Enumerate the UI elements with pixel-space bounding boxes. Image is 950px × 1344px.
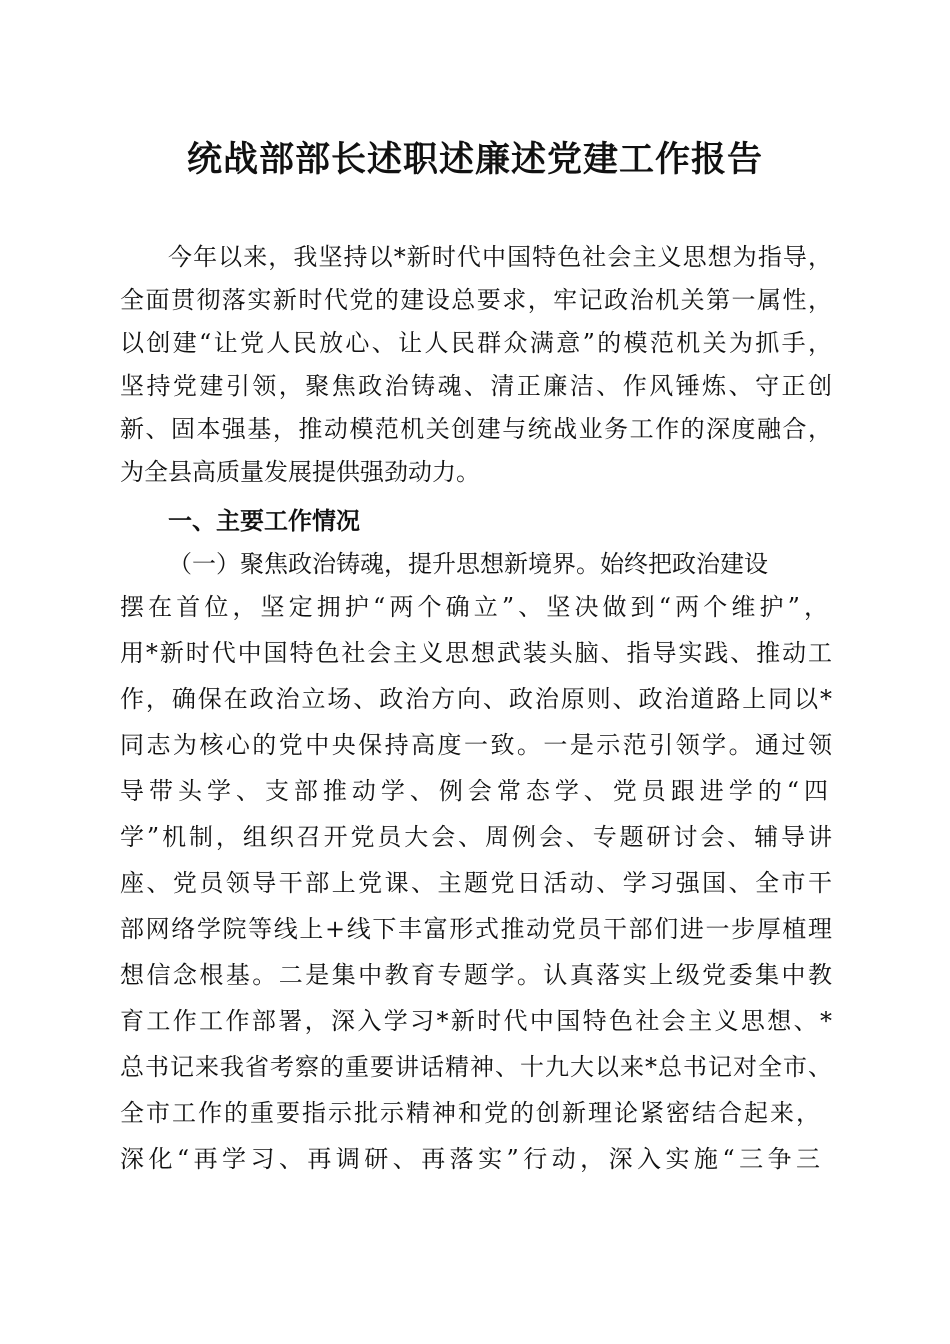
intro-line: 以创建“让党人民放心、让人民群众满意”的模范机关为抓手， (120, 329, 832, 357)
body-line: 学”机制，组织召开党员大会、周例会、专题研讨会、辅导讲 (120, 823, 832, 851)
body-line: 摆在首位，坚定拥护“两个确立”、坚决做到“两个维护”， (120, 593, 828, 621)
body-line: 作，确保在政治立场、政治方向、政治原则、政治道路上同以* (120, 685, 832, 713)
body-line: 全市工作的重要指示批示精神和党的创新理论紧密结合起来， (120, 1099, 820, 1127)
intro-line: 全面贯彻落实新时代党的建设总要求，牢记政治机关第一属性， (120, 286, 832, 314)
body-line: 想信念根基。二是集中教育专题学。认真落实上级党委集中教 (120, 961, 832, 989)
body-line: 深化“再学习、再调研、再落实”行动，深入实施“三争三 (120, 1145, 820, 1173)
body-line: 导带头学、支部推动学、例会常态学、党员跟进学的“四 (120, 777, 828, 805)
intro-line: 为全县高质量发展提供强劲动力。 (120, 458, 480, 486)
intro-line: 今年以来，我坚持以*新时代中国特色社会主义思想为指导， (168, 243, 832, 271)
body-line: 总书记来我省考察的重要讲话精神、十九大以来*总书记对全市、 (120, 1053, 832, 1081)
intro-line: 新、固本强基，推动模范机关创建与统战业务工作的深度融合， (120, 415, 832, 443)
body-line: 部网络学院等线上+线下丰富形式推动党员干部们进一步厚植理 (120, 915, 832, 943)
body-line: 座、党员领导干部上党课、主题党日活动、学习强国、全市干 (120, 869, 832, 897)
document-title: 统战部部长述职述廉述党建工作报告 (186, 139, 763, 180)
intro-line: 坚持党建引领，聚焦政治铸魂、清正廉洁、作风锤炼、守正创 (120, 372, 832, 400)
section-heading: 一、主要工作情况 (168, 507, 360, 535)
body-line: （一）聚焦政治铸魂，提升思想新境界。始终把政治建设 (168, 550, 768, 578)
body-line: 育工作工作部署，深入学习*新时代中国特色社会主义思想、* (120, 1007, 832, 1035)
body-line: 同志为核心的党中央保持高度一致。一是示范引领学。通过领 (120, 731, 832, 759)
body-line: 用*新时代中国特色社会主义思想武装头脑、指导实践、推动工 (120, 639, 832, 667)
